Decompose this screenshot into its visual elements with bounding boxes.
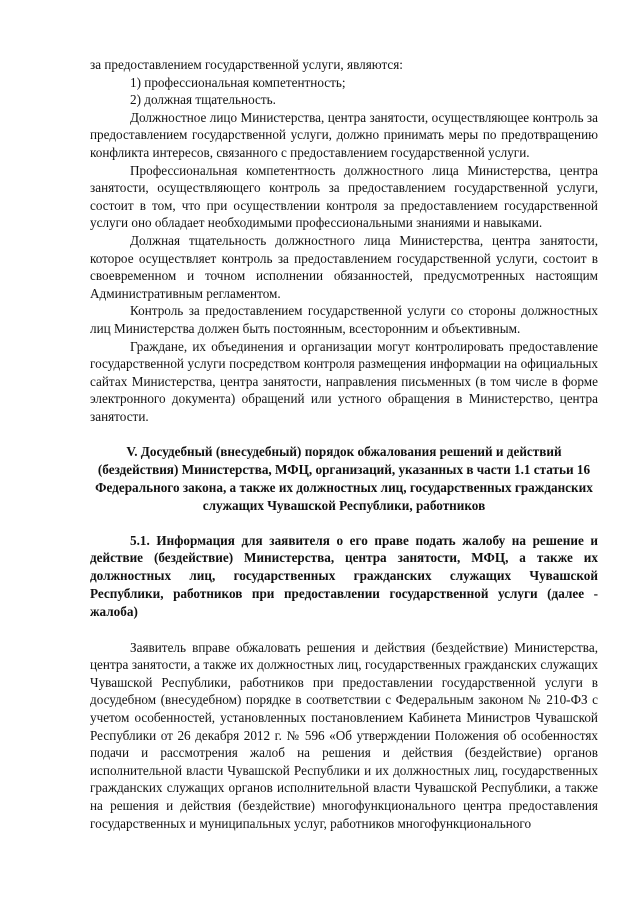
section-heading: V. Досудебный (внесудебный) порядок обжалования решений и действий (бездействия) Министерства, МФЦ, организаций, указанных в части 1.1 статьи 16 Федерального закона, а также их должностных лиц, государственных гражданских служащих Чувашской Республики, работников <box>95 444 593 513</box>
paragraph: Должностное лицо Министерства, центра занятости, осуществляющее контроль за предоставлением государственной услуги, должно принимать меры по предотвращению конфликта интересов, связанного с предоставлением государственной услуги. <box>90 109 598 160</box>
paragraph: Контроль за предоставлением государственной услуги со стороны должностных лиц Министерства должен быть постоянным, всесторонним и объективным. <box>90 303 598 336</box>
list-item: 1) профессиональная компетентность; <box>130 74 346 90</box>
continuation-text: за предоставлением государственной услуги, являются: <box>90 57 403 72</box>
paragraph: Профессиональная компетентность должностного лица Министерства, центра занятости, осуществляющего контроль за предоставлением государственной услуги, состоит в том, что при осуществлении контроля за предоставлением государственной услуги оно обладает необходимыми профессиональными знаниями и навыками. <box>90 162 598 231</box>
document-page <box>90 56 598 832</box>
subsection-heading: 5.1. Информация для заявителя о его праве подать жалобу на решение и действие (бездействие) Министерства, центра занятости, МФЦ, а также их должностных лиц, государственных гражданских служащих Чувашской Республики, работников при предоставлении государственной услуги (далее - жалоба) <box>90 532 598 619</box>
paragraph: Заявитель вправе обжаловать решения и действия (бездействие) Министерства, центра занятости, а также их должностных лиц, государственных гражданских служащих Чувашской Республики, работников при предоставлении государственной услуги в досудебном (внесудебном) порядке в соответствии с Федеральным законом № 210-ФЗ с учетом особенностей, установленных постановлением Кабинета Министров Чувашской Республики от 26 декабря 2012 г. № 596 «Об утверждении Положения об особенностях подачи и рассмотрения жалоб на решения и действия (бездействие) органов исполнительной власти Чувашской Республики и их должностных лиц, государственных гражданских служащих органов исполнительной власти Чувашской Республики, а также на решения и действия (бездействие) многофункционального центра предоставления государственных и муниципальных услуг, работников многофункционального <box>90 639 598 831</box>
list-item: 2) должная тщательность. <box>130 92 276 108</box>
paragraph: Должная тщательность должностного лица Министерства, центра занятости, которое осуществляет контроль за предоставлением государственной услуги, состоит в своевременном и точном исполнении обязанностей, предусмотренных настоящим Административным регламентом. <box>90 232 598 301</box>
paragraph: Граждане, их объединения и организации могут контролировать предоставление государственной услуги посредством контроля размещения информации на официальных сайтах Министерства, центра занятости, направления письменных (в том числе в форме электронного документа) обращений или устного обращения в Министерство, центра занятости. <box>90 338 598 424</box>
